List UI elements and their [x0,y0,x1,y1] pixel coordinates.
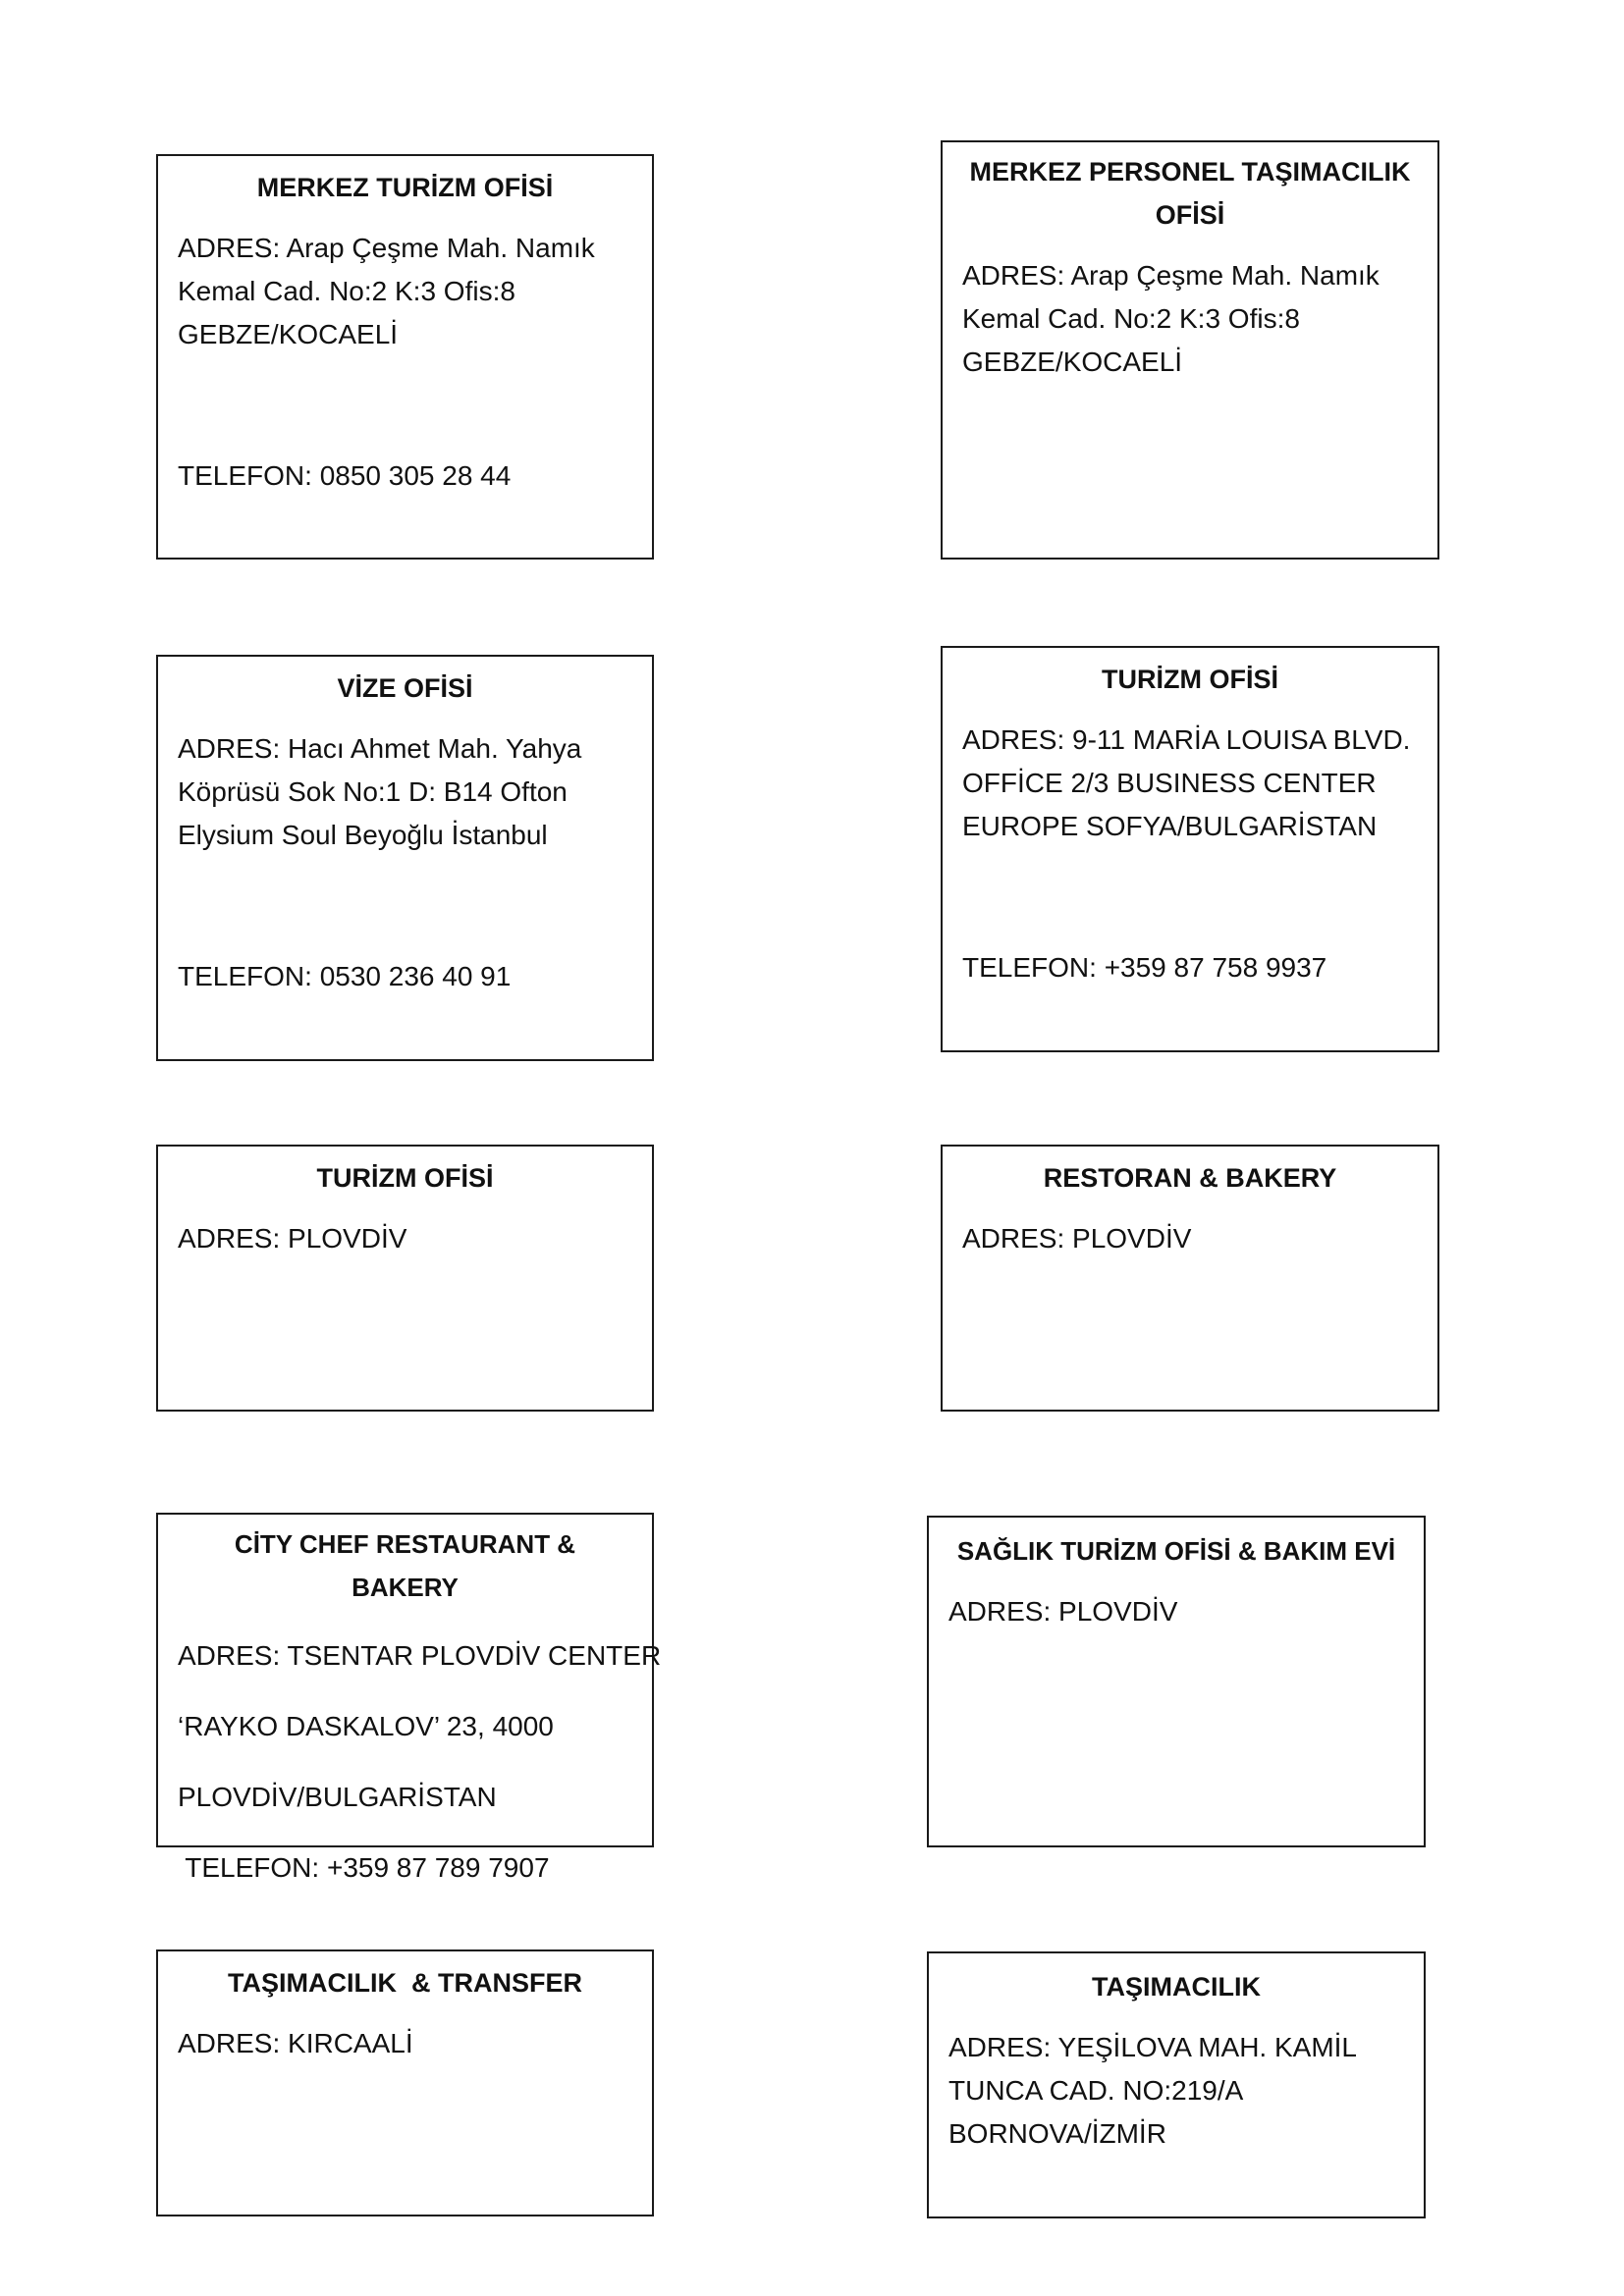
office-address-line: ‘RAYKO DASKALOV’ 23, 4000 [178,1711,554,1741]
office-phone: TELEFON: 0850 305 28 44 [178,460,512,491]
office-address-line: ADRES: TSENTAR PLOVDİV CENTER [178,1640,662,1671]
office-address-line: Köprüsü Sok No:1 D: B14 Ofton [178,776,568,807]
office-title-line: MERKEZ PERSONEL TAŞIMACILIK [969,157,1411,187]
office-address-line: ADRES: PLOVDİV [178,1223,407,1254]
office-address-line: ADRES: Arap Çeşme Mah. Namık [962,260,1380,291]
office-card-vize [156,655,654,1061]
office-title: SAĞLIK TURİZM OFİSİ & BAKIM EVİ [956,1536,1396,1566]
office-address-line: ADRES: YEŞİLOVA MAH. KAMİL [948,2032,1357,2062]
office-address-line: ADRES: PLOVDİV [962,1223,1192,1254]
office-card-city-chef [156,1513,662,1883]
office-title: RESTORAN & BAKERY [1043,1163,1337,1193]
office-address-line: GEBZE/KOCAELİ [178,319,399,349]
office-card-merkez-personel [941,140,1439,560]
office-title-line: OFİSİ [1155,200,1225,230]
office-title: TAŞIMACILIK & TRANSFER [228,1968,582,1998]
office-address-line: ADRES: Arap Çeşme Mah. Namık [178,233,595,263]
office-address-line: EUROPE SOFYA/BULGARİSTAN [962,811,1378,841]
office-title [962,150,1418,237]
office-card-tasimacilik-izmir [927,1951,1426,2218]
office-address-line: ADRES: PLOVDİV [948,1596,1178,1627]
office-address-line: Kemal Cad. No:2 K:3 Ofis:8 [962,303,1300,334]
office-address-line: ADRES: KIRCAALİ [178,2028,413,2058]
office-address-line: GEBZE/KOCAELİ [962,347,1183,377]
office-phone: TELEFON: +359 87 789 7907 [178,1852,550,1883]
office-title: TURİZM OFİSİ [316,1163,494,1193]
office-card-tasimacilik-transfer [156,1949,654,2216]
office-address-line: Elysium Soul Beyoğlu İstanbul [178,820,548,850]
office-address-line: OFFİCE 2/3 BUSINESS CENTER [962,768,1377,798]
office-card-restoran-bakery [941,1145,1439,1412]
office-address-line: Kemal Cad. No:2 K:3 Ofis:8 [178,276,515,306]
office-card-merkez-turizm [156,154,654,560]
office-card-saglik-turizm [927,1516,1426,1847]
office-address-line: ADRES: 9-11 MARİA LOUISA BLVD. [962,724,1411,755]
office-title: MERKEZ TURİZM OFİSİ [256,173,554,202]
office-title: TAŞIMACILIK [1092,1972,1261,2002]
office-phone: TELEFON: +359 87 758 9937 [962,952,1327,983]
office-address-line: PLOVDİV/BULGARİSTAN [178,1782,497,1812]
office-card-turizm-plovdiv [156,1145,654,1412]
office-card-turizm-sofya [941,646,1439,1052]
office-address-line: BORNOVA/İZMİR [948,2118,1166,2149]
office-address-line: TUNCA CAD. NO:219/A [948,2075,1244,2106]
office-phone: TELEFON: 0530 236 40 91 [178,961,512,991]
office-address-line: ADRES: Hacı Ahmet Mah. Yahya [178,733,582,764]
office-title: CİTY CHEF RESTAURANT & BAKERY [234,1529,576,1602]
office-title: TURİZM OFİSİ [1102,665,1278,694]
office-title: VİZE OFİSİ [337,673,473,703]
